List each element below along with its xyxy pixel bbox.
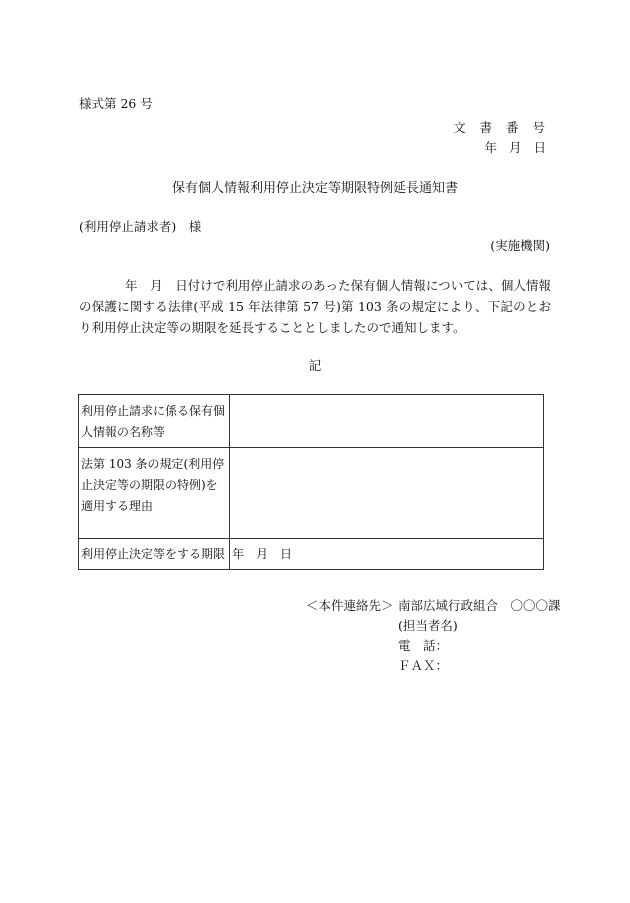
ki-heading: 記 [308,358,322,373]
requester-addressee: (利用停止請求者) 様 [79,219,202,234]
contact-person: (担当者名) [398,618,458,633]
form-number: 様式第 26 号 [79,96,153,111]
contact-label: ＜本件連絡先＞ [306,598,394,613]
table-row [79,395,544,448]
document-number-label: 文 書 番 号 [453,120,550,135]
contact-organization: 南部広域行政組合 〇〇〇課 [398,598,561,613]
table-label-cell: 利用停止決定等をする期限 [79,539,230,570]
table-label-cell: 法第 103 条の規定(利用停止決定等の期限の特例)を適用する理由 [79,448,230,539]
table-deadline-cell: 年 月 日 [230,539,544,570]
document-title: 保有個人情報利用停止決定等期限特例延長通知書 [171,181,458,196]
contact-fax: ＦＡＸ： [398,658,449,673]
table-label-cell: 利用停止請求に係る保有個人情報の名称等 [79,395,230,448]
table-row [79,539,544,570]
body-date-prefix: 年 月 日付けで [125,278,226,293]
implementing-agency: (実施機関) [490,238,550,253]
table-value-cell [230,395,544,448]
table-value-cell [230,448,544,539]
info-table [78,394,544,570]
body-main-text: 利用停止請求のあった保有個人情報については、個人情報の保護に関する法律(平成 15 年法律第 57 号)第 103 条の規定により、下記のとおり利用停止決定等の期限を延長することとしましたので通知します。 [79,278,551,335]
contact-phone: 電 話： [398,638,449,653]
issue-date-label: 年 月 日 [484,140,550,155]
notice-body [79,275,551,338]
table-row [79,448,544,539]
